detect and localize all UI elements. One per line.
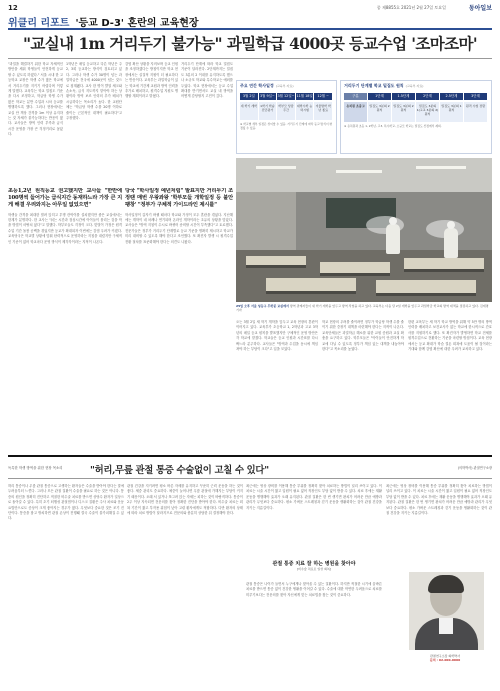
- header-cell: 1.5단계: [392, 93, 415, 100]
- desk: [404, 258, 484, 272]
- header-cell: 3월 12일~: [277, 94, 295, 98]
- headline-divider: [8, 58, 492, 59]
- desk: [266, 278, 356, 294]
- graphic-title: [237, 81, 336, 91]
- portrait-hair: [428, 575, 464, 593]
- graphic-source: (교육부 자료): [405, 84, 424, 88]
- body-text: "과밀을 해결하기 위한 학교 자체적인 방안을 세워 학생들이 안전하게 등교할 수 있도록 하겠다." 서울 시내 한 고등학교 교장은 학생 수가 많은 학교에서 거리두기를 지키기 어렵다며 이렇게 말했다. 교육부는 학교 밀집도 기준을 다시 조정하고, 학급당 학생 수가 많은 학교는 분반 수업과 시차 등교를 병행하도록 했다. 그러나 현장에서는 교실 안 책상 간격을 1m 이상 유지하는 것 자체가 불가능하다는 반응이 많다. 교사들은 방역 인력 부족과 급식 시간 운영을 가장 큰 걱정거리로 꼽았다.: [8, 62, 63, 137]
- ceiling-lamp: [336, 170, 382, 173]
- graphic-body-row: [240, 102, 333, 120]
- header-cell: 3월 2일: [240, 93, 258, 100]
- header-cell: 11월 18일: [296, 94, 313, 98]
- worker-in-protective-suit: [444, 228, 458, 258]
- caption-text: 방역 관계자들이 새 학기 개학을 앞두고 방역 작업을 하고 있다. 교육부는 다음 달 2일 개학을 앞두고 과밀학급 학교의 방역 대책을 점검하고 있다. 김재명 기자: [236, 304, 489, 313]
- header-cell: 12월 ~: [314, 93, 332, 100]
- lower-kicker: 독특한 학생 방역을 위한 현장 목소리: [8, 466, 63, 470]
- portrait-contact: 문의 : 02-000-0000: [429, 658, 461, 663]
- desk: [320, 262, 390, 276]
- body-text: 감염 확산 상황을 지켜보며 등교 인원을 조정하겠다는 방침이지만 학교 현장에서는 실질적 지원이 더 필요하다는 반응이다. 교육부는 과밀학급이 있는 학교에 기간제 교원과 방역 인력을 추가로 배치하고, 원격수업 지원도 병행할 계획이라고 밝혔다.: [125, 62, 178, 99]
- body-text: 오는 3월 2일 새 학기 개학을 앞두고 교육 현장의 혼란이 이어지고 있다. 교육부가 초등학교 1, 2학년과 고교 3학년의 매일 등교 원칙을 발표했지만 구체적인 운영 방안은 각 학교에 맡겼다. 학교들은 등교 인원과 시간표를 다시 짜느라 분주하다. 교사들은 "방역과 수업을 동시에 책임져야 하는 부담이 크다"고 입을 모았다.: [236, 320, 318, 352]
- page-number: 12: [8, 4, 18, 12]
- lower-column-1: [8, 484, 124, 684]
- subhead-1: 초등1,2년 원칙등교 권고했지만 교사들 "한반에 100명씩 들어가는 급식지간 동재하느라 가장 큰 지게 해결 우려와지는 아무일 없었으면": [8, 188, 122, 209]
- body-cell: 원격 수업 전환: [464, 102, 487, 122]
- body-text: 최근에는 영상 장비를 이용해 통증 부위를 정확히 찾아 치료하는 방법이 널리 쓰이고 있다. 이 치료는 시술 시간이 짧고 입원이 필요 없어 직장인도 부담 없이 받을 수 있다. 치료 후에는 재활 운동을 병행해야 효과가 오래 유지된다. 관절 질환은 한 번 생기면 완치가 어려운 만큼 예방과 관리가 무엇보다 중요하다. 평소 가벼운 스트레칭과 걷기 운동을 생활화하는 것이 관절 건강을 지키는 지름길이다.: [246, 484, 382, 510]
- classroom-disinfection-photo: [236, 158, 492, 302]
- header-cell: 구분: [344, 93, 367, 100]
- photo-caption: [236, 304, 492, 318]
- article-column-6: [322, 320, 404, 446]
- graphic-body-row: [344, 102, 488, 122]
- body-cell: 밀집도 3분의 2 원칙: [392, 102, 415, 122]
- desk: [376, 280, 476, 296]
- main-headline: "교실내 1m 거리두기 불가능" 과밀학급 4000곳 등교수업 '조마조마': [22, 34, 478, 53]
- section-title: '등교 D-3' 혼란의 교육현장: [75, 18, 199, 29]
- graphic-title: [341, 81, 491, 91]
- body-cell: 밀집도 3분의 1 원칙: [440, 102, 463, 122]
- doctor-portrait-photo: [409, 572, 484, 650]
- issue-meta: 종 제8855호 2021년 2월 27일 토요일: [376, 5, 446, 10]
- portrait-caption: [398, 654, 492, 663]
- body-text: 1학년은 매일 등교하고 다른 학년은 주 2, 3회 등교하는 방식이 검토되고 있다. 그러나 학생 수가 30명이 넘는 과밀학급은 전국에 4000곳이 넘는 것으로 집계됐다. 교사 한 명이 발열 체크와 손소독, 급식 지도까지 맡아야 하는 상황이라 방역 보조 인력의 추가 배치가 시급하다는 목소리가 높다. 한 교원단체는 "학급당 학생 수를 20명 이하로 줄이는 근본적인 대책이 필요하다"고 주장했다.: [66, 62, 122, 121]
- lower-column-4: [246, 582, 382, 684]
- photo-ceiling: [236, 158, 492, 192]
- ceiling-lamp: [256, 166, 296, 169]
- section-banner: [8, 14, 492, 30]
- body-text: 관절 통증은 나이가 들면서 누구에게나 찾아올 수 있는 질환이다. 하지만 적절한 시기에 올바른 치료를 받으면 통증 없이 건강한 생활을 이어갈 수 있다. 수술에 대한 막연한 두려움으로 치료를 미루기보다는 전문의를 찾아 자신에게 맞는 치료법을 찾는 것이 중요하다.: [246, 582, 382, 597]
- body-cell: 대학수학 능력시험: [296, 102, 314, 120]
- desk: [246, 256, 306, 268]
- graphic-note: ※ 학교별 세부 일정은 상이할 수 있음. 거리두기 단계에 따라 등교 방식이 변경될 수 있음.: [240, 122, 333, 130]
- body-cell: 겨울방학 학년 종료: [314, 102, 332, 120]
- header-cell: 1단계: [368, 93, 391, 100]
- worker-in-protective-suit: [386, 224, 400, 254]
- ceiling-lamp: [416, 166, 466, 169]
- header-cell: 3단계: [464, 93, 487, 100]
- body-text: 최근에는 영상 장비를 이용해 통증 부위를 정확히 찾아 치료하는 방법이 널리 쓰이고 있다. 이 치료는 시술 시간이 짧고 입원이 필요 없어 직장인도 부담 없이 받을 수 있다. 치료 후에는 재활 운동을 병행해야 효과가 오래 유지된다. 관절 질환은 한 번 생기면 완치가 어려운 만큼 예방과 관리가 무엇보다 중요하다. 평소 가벼운 스트레칭과 걷기 운동을 생활화하는 것이 관절 건강을 지키는 지름길이다.: [386, 484, 492, 516]
- body-text: 학생들 간격을 최대한 벌려 앉히고 투명 칸막이를 설치했지만 좁은 교실에서는 한계가 분명하다. 한 교사는 "쉬는 시간과 점심시간에 아이들이 몰리는 것을 막을 방법이 마땅치 않다"고 말했다. 학부모들도 걱정이 크다. 맞벌이 가정은 원격수업 기간 돌봄 공백을 겪었지만 등교가 확대되자 이번에는 감염 우려가 커졌다. 교육당국은 학교별 상황에 맞춰 탄력적으로 운영하라는 지침을 내렸지만 구체적인 기준이 없어 학교마다 운영 방식이 제각각이라는 지적이 나온다.: [8, 212, 122, 244]
- lower-column-2: [127, 484, 243, 684]
- body-cell: 밀집도 3분의 1(고교 3분의 2) 원칙: [416, 102, 439, 122]
- lower-column-3: [246, 484, 382, 556]
- graphic-title-text: 거리두기 단계별 학교 밀집도 원칙: [344, 83, 404, 88]
- lower-headline: "허리,무릎 관절 통증 수술없이 고칠 수 있다": [90, 465, 269, 476]
- graphic-header-row: [344, 93, 488, 100]
- portrait-collar: [439, 618, 453, 634]
- body-text: 허리 통증이나 무릎 관절 통증으로 고생하는 환자들은 수술을 받아야 한다는 말에 두려움부터 느낀다. 그러나 모든 관절 질환이 수술을 필요로 하는 것은 아니다. 통증의 원인을 정확히 진단하고 적절한 비수술 치료를 받으면 상당수 환자가 일상으로 돌아갈 수 있다. 특히 초기 퇴행성 관절염이나 디스크 질환은 주사 치료와 운동 요법만으로도 증상이 크게 좋아지는 경우가 많다. 무엇보다 중요한 것은 조기 진단이다. 통증을 참고 방치하면 관절 손상이 진행돼 결국 수술이 불가피해질 수 있다.: [8, 484, 124, 521]
- body-text: 학사일정이 갑자기 바뀔 때마다 학교와 가정이 모두 혼란을 겪었다. 지난해에는 개학이 네 차례나 연기되며 온라인 개학이라는 초유의 상황을 맞았다. 교사들은 "방역 지침이 수시로 바뀌어 준비할 시간이 부족했다"고 토로했다. 전문가들은 정부가 거리두기 단계별로 등교 기준을 명확히 제시하고 학교가 미리 대비할 수 있도록 해야 한다고 조언했다. 또 확진자 발생 시 원격수업 전환 절차를 표준화해야 한다는 의견도 나왔다.: [125, 212, 233, 244]
- header-cell: 2단계: [416, 93, 439, 100]
- lower-column-5: [386, 484, 492, 568]
- newspaper-brand: 동아일보: [468, 5, 492, 12]
- lower-story-banner: [8, 455, 492, 479]
- schedule-graphic: [236, 80, 337, 154]
- header-cell: 2.5단계: [440, 93, 463, 100]
- body-cell: 1학기 학습 진단평가: [259, 102, 277, 120]
- lower-left-block: [8, 188, 122, 444]
- body-cell: 학부모 상담주간: [277, 102, 295, 120]
- graphic-note: ※ 유치원과 초등 1, 2학년, 고3, 특수학교, 소규모 학교는 밀집도 산정에서 제외.: [344, 124, 442, 128]
- lower-center-block: [125, 188, 233, 444]
- article-column-5: [236, 320, 318, 446]
- pull-quote-sub: [비수술 치료로 일상 회복]: [296, 567, 332, 571]
- graphic-source: (교육부 자료): [275, 84, 294, 88]
- body-cell: 유치원 초중고: [344, 102, 367, 122]
- subhead-2: 당국 "학사일정 예년처럼" 발표지만 거리두기 조정땐 매번 우왕좌왕 '학부모들 개학일정 등 불안 팽창' "정부가 구체적 가이드라인 제시를": [125, 188, 233, 209]
- body-text: 한편 교육부는 새 학기 학교 방역을 위해 약 5만 명의 방역 인력을 배치하고 보건교사가 없는 학교에 한시적으로 간호사를 지원하기로 했다. 또 확진자가 발생하면 학교 전체를 원격수업으로 전환하는 기준을 마련할 방침이다. 교육 현장에서는 등교 확대가 학습 결손 회복에 도움이 될 것이라는 기대와 함께 감염 확산에 대한 우려가 교차하고 있다.: [408, 320, 492, 352]
- body-cell: 밀집도 3분의 2 원칙: [368, 102, 391, 122]
- body-cell: 새 학기 개학: [240, 102, 258, 120]
- body-text: 학교 현장의 우려를 줄이려면 정부가 학급당 학생 수를 줄이기 위한 중장기 대책을 마련해야 한다는 지적이 나온다. 교육단체들은 과밀학급 해소를 위한 교원 증원과 교실 확충을 요구하고 있다. 학부모들은 "아이들이 안전하게 학교에 다닐 수 있도록 정부가 책임 있는 대책을 내놓아야 한다"고 목소리를 높였다.: [322, 320, 404, 352]
- density-graphic: [340, 80, 492, 154]
- article-column-7: [408, 320, 492, 446]
- page-header: [8, 3, 492, 13]
- graphic-title-text: 주요 연간 학사일정: [240, 83, 274, 88]
- body-text: 거리두기 단계에 따라 학교 밀집도 기준이 달라진다. 2단계까지는 밀집도 3분의 2 이내를 유지하도록 했으나 소규모 학교와 특수학교는 예외를 두었다. 학교 현장에서는 등교 수업 확대를 반기면서도 교실 내 방역을 어떻게 감당할지 고민이 깊다.: [181, 62, 233, 99]
- caption-lead: 25일 오후 서울 성동구 무학중 교실에서: [236, 304, 289, 308]
- graphic-header-row: [240, 93, 333, 100]
- header-cell: 3월 9일~: [259, 94, 275, 98]
- pull-quote-title: 관절 통증 치료 잘 하는 병원을 찾아야: [272, 561, 356, 567]
- body-text: 관절 건강을 지키려면 평소 바른 자세를 유지하고 꾸준히 근력 운동을 하는 것이 좋다. 체중 관리도 중요하다. 체중이 늘어나면 무릎 관절에 가해지는 부담이 커지기 때문이다. 오래 서 있거나 쪼그려 앉는 자세는 피하는 것이 바람직하다. 통증이 2주 이상 지속되면 전문의를 찾아 정확한 진단을 받아야 한다. 비수술 치료는 회복 기간이 짧고 부작용 위험이 낮아 고령 환자에게도 적합하다. 다만 환자의 상태에 따라 치료 방법이 달라지므로 전문의와 충분히 상담한 뒤 결정해야 한다.: [127, 484, 243, 516]
- portrait-name: 관절연구소장 의학박사: [430, 654, 460, 658]
- section-label: 위클리 리포트: [8, 18, 70, 29]
- lower-pull-quote: [246, 560, 382, 578]
- lower-byline: (의학박사) 관절연구소장: [457, 466, 492, 470]
